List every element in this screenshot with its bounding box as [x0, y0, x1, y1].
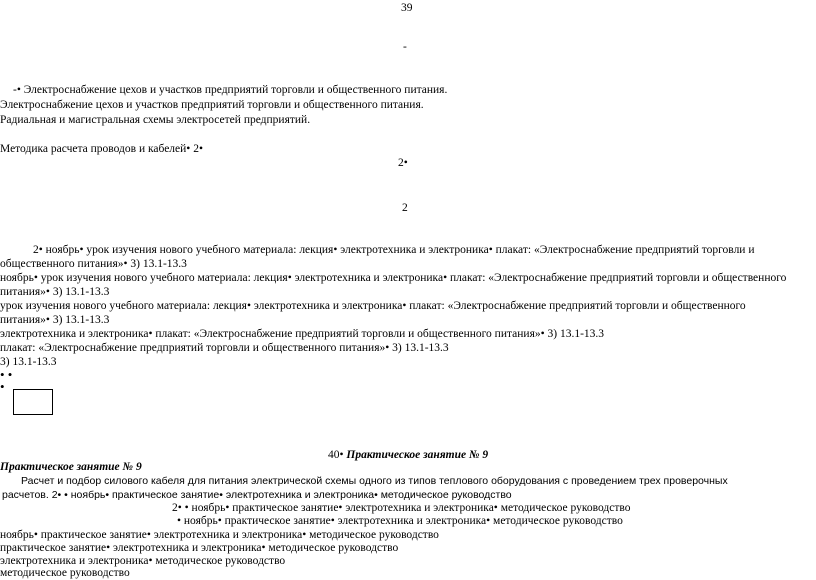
practice-line: практическое занятие• электротехника и электроника• методическое руководство [0, 542, 399, 554]
plan-line: питания»• 3) 13.1-13.3 [0, 314, 110, 326]
practice-heading: Практическое занятие № 9 [0, 461, 142, 473]
plan-line: электротехника и электроника• плакат: «Электроснабжение предприятий торговли и общественного питания»• 3) 13.1-13.3 [0, 328, 605, 340]
practice-line: 2• • ноябрь• практическое занятие• электротехника и электроника• методическое руководство [172, 502, 631, 514]
dash-separator: - [403, 41, 407, 53]
hours-marker: 2• [398, 157, 408, 169]
plan-line: 3) 13.1-13.3 [0, 356, 57, 368]
topic-title: -• Электроснабжение цехов и участков предприятий торговли и общественного питания. [13, 84, 448, 96]
plan-line: ноябрь• урок изучения нового учебного материала: лекция• электротехника и электроника• плакат: «Электроснабжение предприятий торговли и общественного [0, 272, 787, 284]
practice-description: Расчет и подбор силового кабеля для питания электрической схемы одного из типов теплового оборудования с проведением трех проверочных [21, 475, 728, 487]
plan-line: питания»• 3) 13.1-13.3 [0, 286, 110, 298]
practice-number: 40• [328, 449, 347, 461]
topic-line: Электроснабжение цехов и участков предприятий торговли и общественного питания. [0, 99, 424, 111]
plan-line: общественного питания»• 3) 13.1-13.3 [0, 258, 187, 270]
practice-line: методическое руководство [0, 567, 130, 579]
topic-line: Методика расчета проводов и кабелей• 2• [0, 143, 203, 155]
practice-heading-centered [328, 450, 488, 462]
plan-line: плакат: «Электроснабжение предприятий торговли и общественного питания»• 3) 13.1-13.3 [0, 342, 449, 354]
topic-line: Радиальная и магистральная схемы электросетей предприятий. [0, 114, 311, 126]
hours-value: 2 [402, 202, 408, 214]
practice-line: • ноябрь• практическое занятие• электротехника и электроника• методическое руководство [177, 515, 623, 527]
bullet-mark: • [0, 379, 5, 394]
empty-box [13, 389, 53, 415]
plan-line: урок изучения нового учебного материала: лекция• электротехника и электроника• плакат: «Электроснабжение предприятий торговли и общественного [0, 300, 746, 312]
page-number: 39 [401, 2, 413, 14]
practice-description: расчетов. 2• • ноябрь• практическое занятие• электротехника и электроника• методическое руководство [2, 489, 512, 501]
practice-line: электротехника и электроника• методическое руководство [0, 555, 286, 567]
plan-line: 2• ноябрь• урок изучения нового учебного материала: лекция• электротехника и электроника• плакат: «Электроснабжение предприятий торговли и [33, 244, 755, 256]
practice-title: Практическое занятие № 9 [346, 449, 489, 461]
bullet-marks: • • [0, 367, 13, 382]
practice-line: ноябрь• практическое занятие• электротехника и электроника• методическое руководство [0, 529, 439, 541]
